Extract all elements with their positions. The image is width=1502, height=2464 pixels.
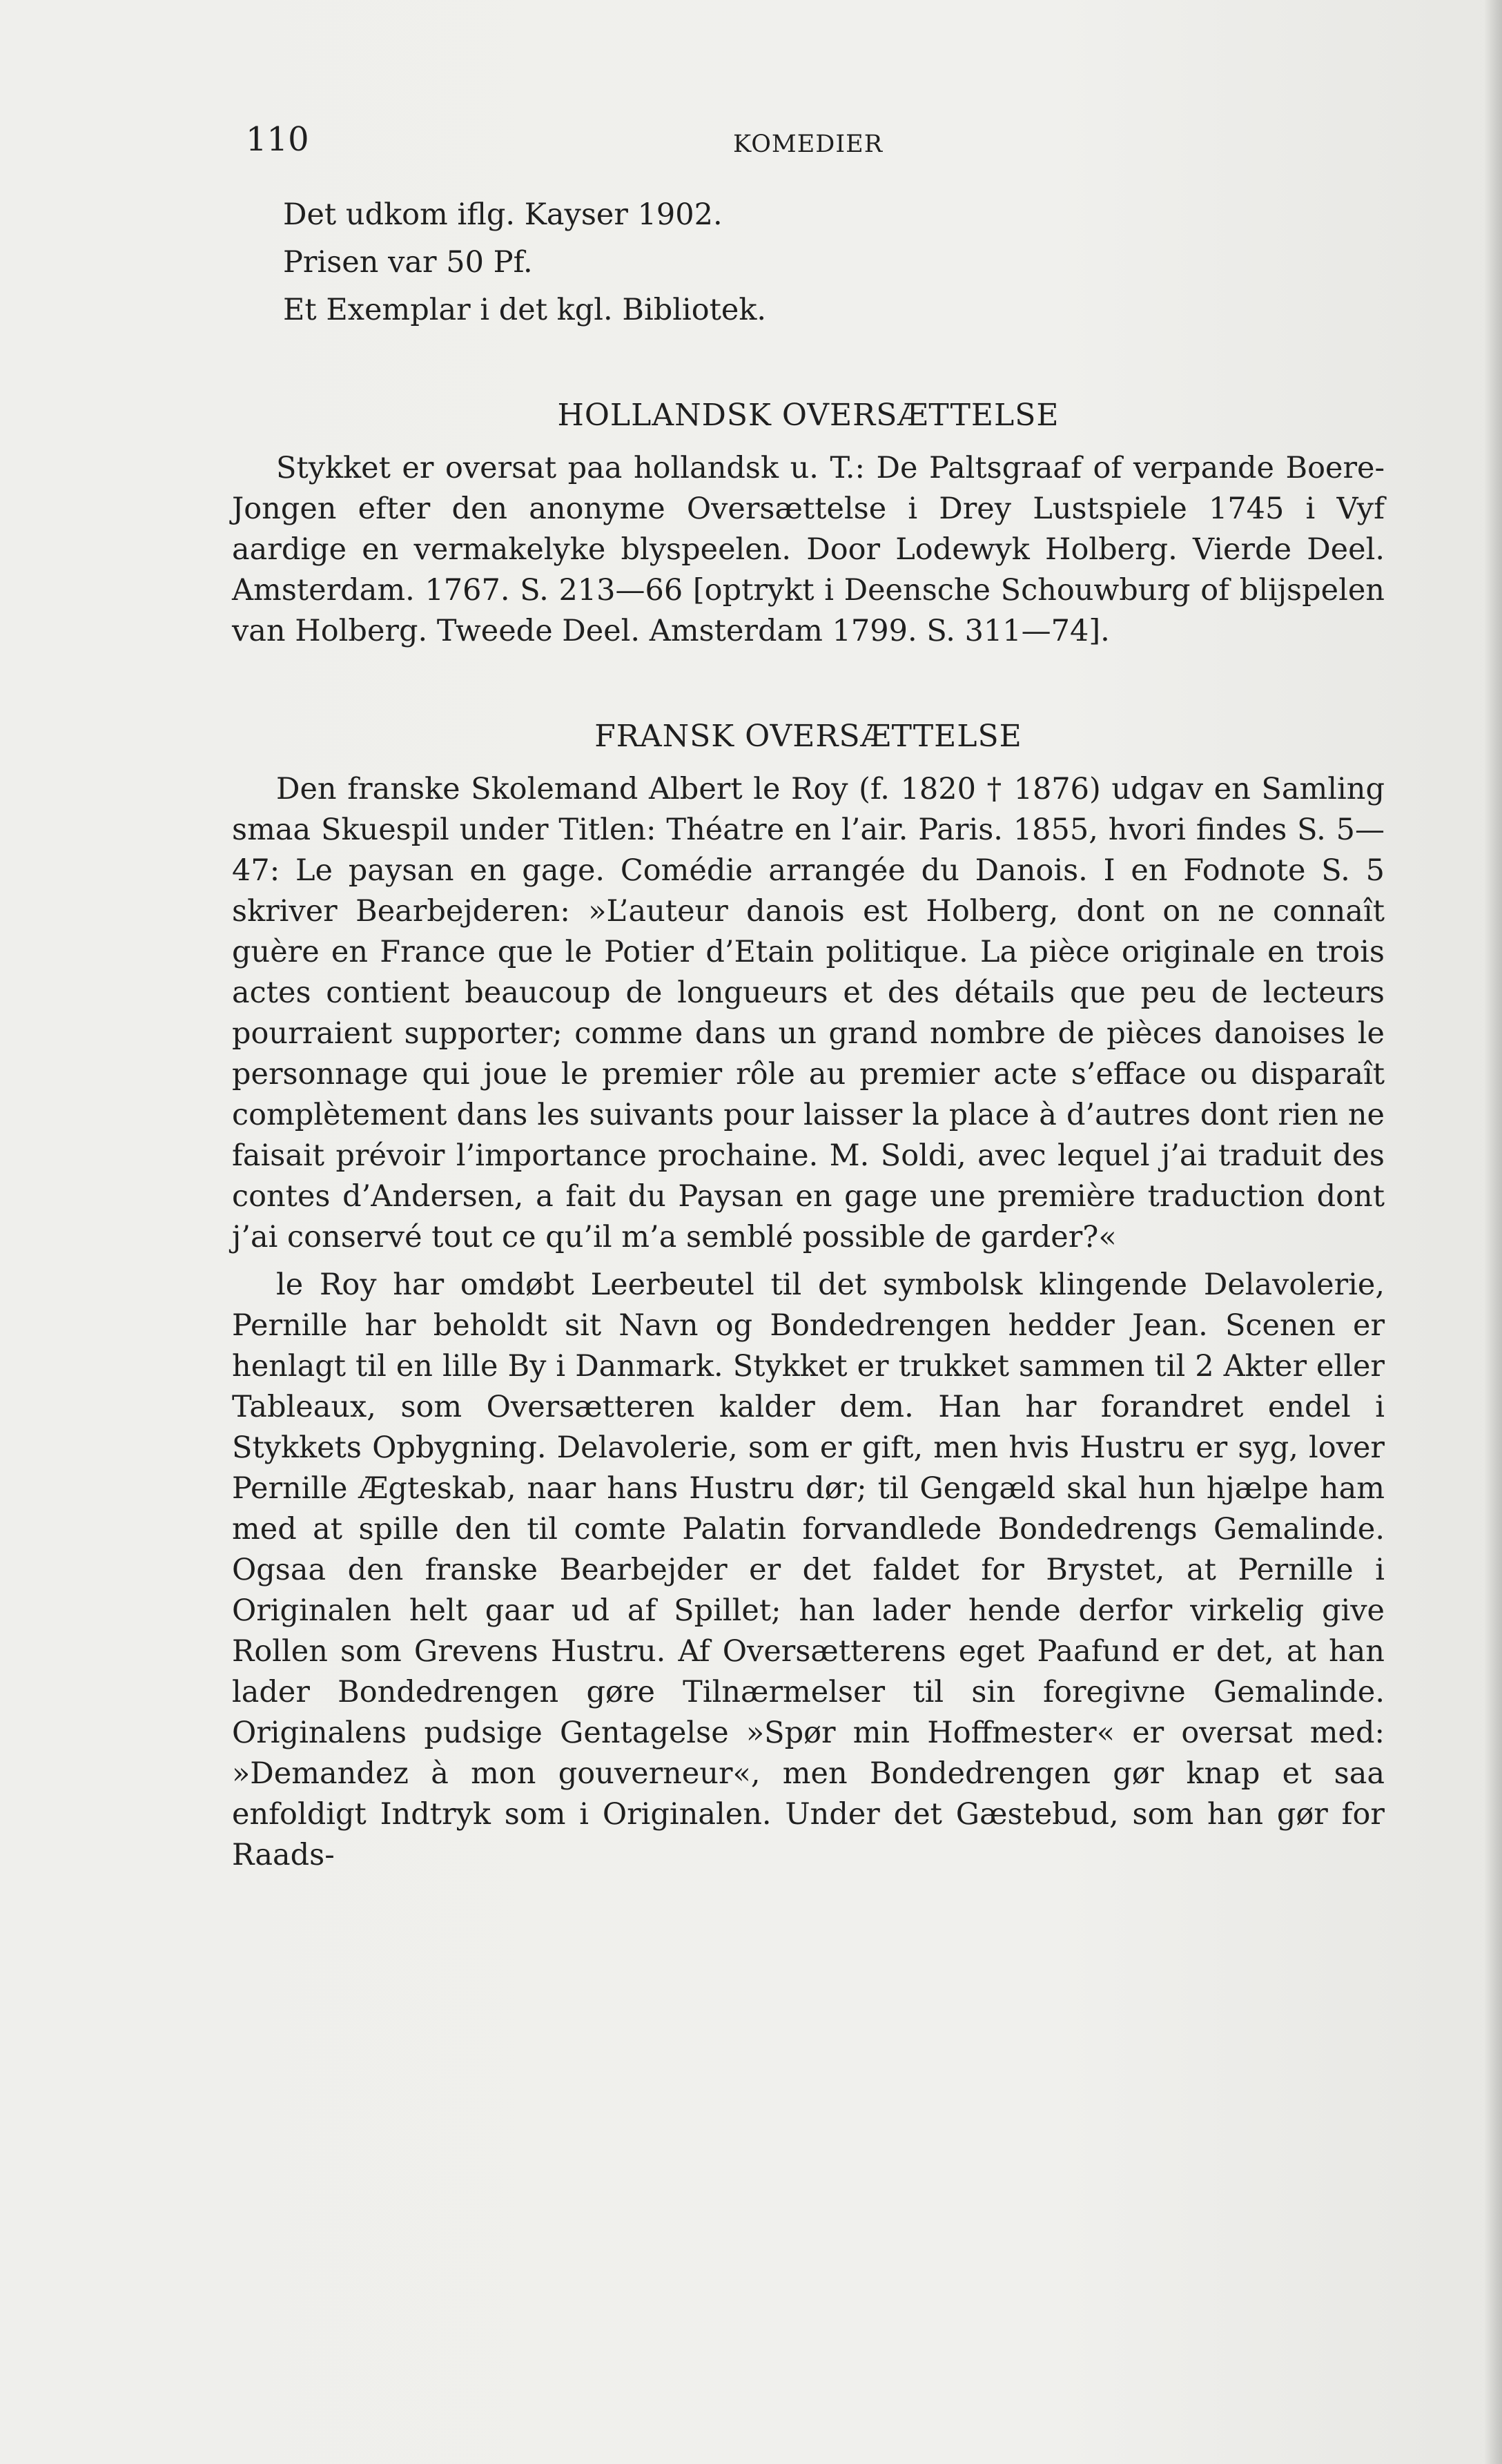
page-content	[232, 195, 1385, 2342]
intro-line: Et Exemplar i det kgl. Bibliotek.	[283, 293, 767, 327]
running-head: KOMEDIER	[733, 130, 884, 158]
paragraph-fransk-2: le Roy har omdøbt Leerbeutel til det symbolsk klingende Delavolerie, Pernille har beholdt sit Navn og Bondedrengen hedder Jean. Scenen er henlagt til en lille By i Danmark. Stykket er trukket sammen til 2 Akter eller Tableaux, som Oversætteren kalder dem. Han har forandret endel i Stykkets Opbygning. Delavolerie, som er gift, men hvis Hustru er syg, lover Pernille Ægteskab, naar hans Hustru dør; til Gengæld skal hun hjælpe ham med at spille den til comte Palatin forvandlede Bondedrengs Gemalinde. Ogsaa den franske Bearbejder er det faldet for Brystet, at Pernille i Originalen helt gaar ud af Spillet; han lader hende derfor virkelig give Rollen som Grevens Hustru. Af Oversætterens eget Paafund er det, at han lader Bondedrengen gøre Tilnærmelser til sin foregivne Gemalinde. Originalens pudsige Gentagelse »Spør min Hoffmester« er oversat med: »Demandez à mon gouverneur«, men Bondedrengen gør knap et saa enfoldigt Indtryk som i Originalen. Under det Gæstebud, som han gør for Raads-	[232, 1268, 1385, 1872]
section-heading-fransk: FRANSK OVERSÆTTELSE	[594, 719, 1022, 754]
paragraph-fransk-1: Den franske Skolemand Albert le Roy (f. 1820 † 1876) udgav en Samling smaa Skuespil under Titlen: Théatre en l’air. Paris. 1855, hvori findes S. 5—47: Le paysan en gage. Comédie arrangée du Danois. I en Fodnote S. 5 skriver Bearbejderen: »L’auteur danois est Holberg, dont on ne connaît guère en France que le Potier d’Etain politique. La pièce originale en trois actes contient beaucoup de longueurs et des détails que peu de lecteurs pourraient supporter; comme dans un grand nombre de pièces danoises le personnage qui joue le premier rôle au premier acte s’efface ou disparaît complètement dans les suivants pour laisser la place à d’autres dont rien ne faisait prévoir l’importance prochaine. M. Soldi, avec lequel j’ai traduit des contes d’Andersen, a fait du Paysan en gage une première traduction dont j’ai conservé tout ce qu’il m’a semblé possible de garder?«	[232, 772, 1385, 1254]
paragraph-hollandsk: Stykket er oversat paa hollandsk u. T.: De Paltsgraaf of verpande Boere-Jongen efter den anonyme Oversættelse i Drey Lustspiele 1745 i Vyf aardige en vermakelyke blyspeelen. Door Lodewyk Holberg. Vierde Deel. Amsterdam. 1767. S. 213—66 [optrykt i Deensche Schouwburg of blijspelen van Holberg. Tweede Deel. Amsterdam 1799. S. 311—74].	[232, 451, 1385, 648]
intro-line: Det udkom iflg. Kayser 1902.	[283, 197, 723, 232]
section-heading-hollandsk: HOLLANDSK OVERSÆTTELSE	[557, 398, 1060, 433]
page-edge-shadow	[1484, 0, 1502, 2464]
intro-line: Prisen var 50 Pf.	[283, 245, 533, 280]
intro-block	[232, 195, 1385, 331]
page-number: 110	[246, 120, 309, 159]
page-header	[246, 120, 1267, 162]
